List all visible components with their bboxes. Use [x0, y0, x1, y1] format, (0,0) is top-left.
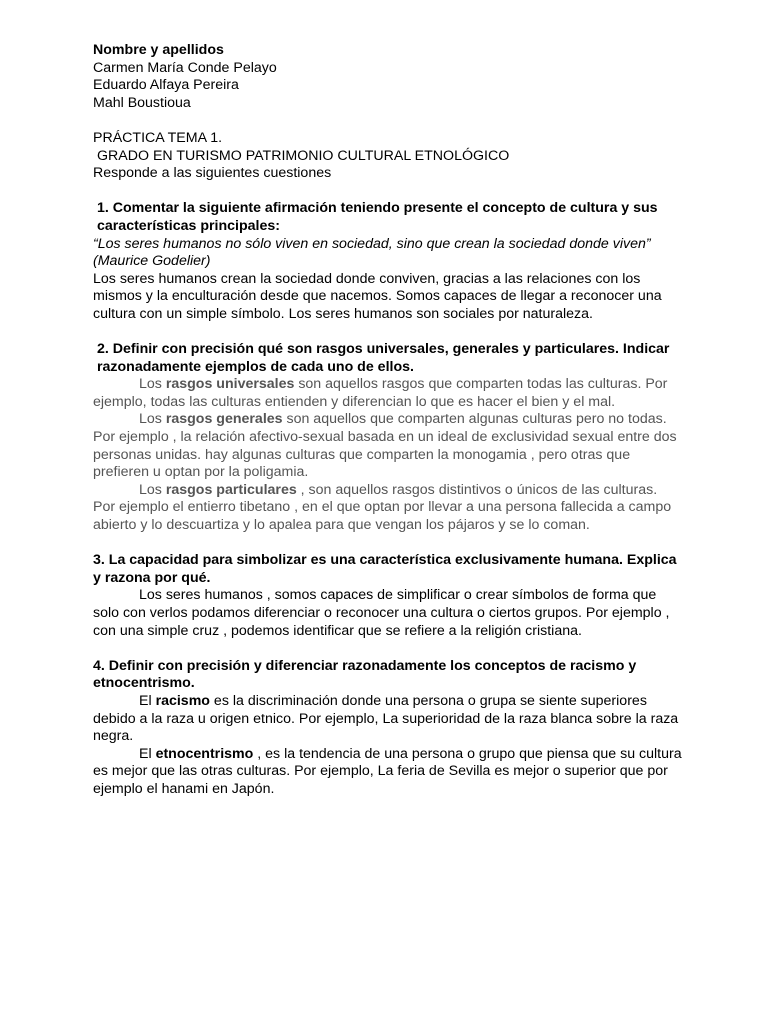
quote-author: (Maurice Godelier): [93, 253, 211, 270]
instructions: Responde a las siguientes cuestiones: [93, 165, 332, 182]
degree-title: GRADO EN TURISMO PATRIMONIO CULTURAL ETNOLÓGICO: [97, 147, 510, 164]
document-body: [93, 42, 683, 799]
answer-4-ethnocentrism: El etnocentrismo , es la tendencia de una persona o grupo que piensa que su cultura es mejor que las otras culturas. Por ejemplo, La feria de Sevilla es mejor o superior que por ejemplo el hanami en Japón.: [93, 745, 682, 797]
answer-2-general: Los rasgos generales son aquellos que comparten algunas culturas pero no todas. Por ejemplo , la relación afectivo-sexual basada en un ideal de exclusividad sexual entre dos personas unidas. hay algunas culturas que comparten la monogamia , pero otras que prefieren u optan por la poligamia.: [93, 411, 677, 481]
author-name: Mahl Boustioua: [93, 94, 191, 111]
question-1: 1. Comentar la siguiente afirmación teniendo presente el concepto de cultura y sus características principales:: [97, 200, 658, 234]
answer-3: Los seres humanos , somos capaces de simplificar o crear símbolos de forma que solo con verlos podamos diferenciar o reconocer una cultura o ciertos grupos. Por ejemplo , con una simple cruz , podemos identificar que se refiere a la religión cristiana.: [93, 587, 670, 639]
practice-title: PRÁCTICA TEMA 1.: [93, 129, 223, 146]
answer-2-particular: Los rasgos particulares , son aquellos rasgos distintivos o únicos de las culturas. Por ejemplo el entierro tibetano , en el que optan por llevar a una persona fallecida a campo abierto y lo descuartiza y lo apalea para que vengan los pájaros y se lo coman.: [93, 481, 672, 534]
term-universal: rasgos universales: [165, 376, 295, 393]
names-heading: Nombre y apellidos: [93, 42, 224, 58]
term-ethnocentrism: etnocentrismo: [155, 745, 254, 762]
quote: “Los seres humanos no sólo viven en sociedad, sino que crean la sociedad donde viven”: [93, 235, 651, 252]
question-2: 2. Definir con precisión qué son rasgos universales, generales y particulares. Indicar razonadamente ejemplos de cada uno de ellos.: [97, 341, 670, 375]
answer-2-universal: Los rasgos universales son aquellos rasgos que comparten todas las culturas. Por ejemplo, todas las culturas entienden y diferencian lo que es hacer el bien y el mal.: [93, 376, 668, 410]
answer-4-racism: El racismo es la discriminación donde una persona o grupa se siente superiores debido a la raza u origen etnico. Por ejemplo, La superioridad de la raza blanca sobre la raza negra.: [93, 692, 679, 745]
term-racism: racismo: [155, 692, 210, 709]
answer-1: Los seres humanos crean la sociedad donde conviven, gracias a las relaciones con los mismos y la enculturación desde que nacemos. Somos capaces de llegar a reconocer una cultura con un simple símbolo. Los seres humanos son sociales por naturaleza.: [93, 270, 662, 322]
question-3: 3. La capacidad para simbolizar es una característica exclusivamente humana. Explica y razona por qué.: [93, 552, 677, 586]
author-name: Eduardo Alfaya Pereira: [93, 77, 239, 94]
author-name: Carmen María Conde Pelayo: [93, 59, 277, 76]
question-4: 4. Definir con precisión y diferenciar razonadamente los conceptos de racismo y etnocentrismo.: [93, 657, 637, 692]
term-particular: rasgos particulares: [165, 481, 297, 498]
term-general: rasgos generales: [165, 411, 283, 428]
